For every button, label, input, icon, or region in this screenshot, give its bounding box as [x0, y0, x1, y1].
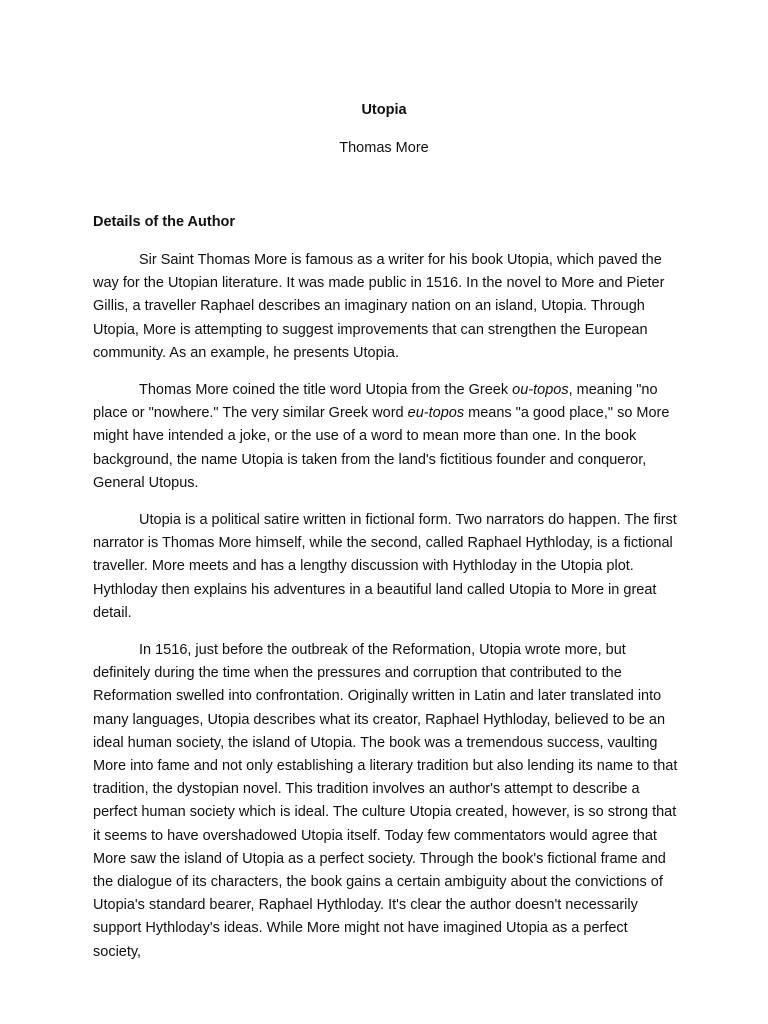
paragraph-2	[93, 379, 678, 495]
section-heading: Details of the Author	[93, 214, 236, 230]
paragraph-4: In 1516, just before the outbreak of the Reformation, Utopia wrote more, but definitely during the time when the pressures and corruption that contributed to the Reformation swelled into confrontation. Originally written in Latin and later translated into many languages, Utopia describes what its creator, Raphael Hythloday, believed to be an ideal human society, the island of Utopia. The book was a tremendous success, vaulting More into fame and not only establishing a literary tradition but also lending its name to that tradition, the dystopian novel. This tradition involves an author's attempt to describe a perfect human society which is ideal. The culture Utopia created, however, is so strong that it seems to have overshadowed Utopia itself. Today few commentators would agree that More saw the island of Utopia as a perfect society. Through the book's fictional frame and the dialogue of its characters, the book gains a certain ambiguity about the convictions of Utopia's standard bearer, Raphael Hythloday. It's clear the author doesn't necessarily support Hythloday's ideas. While More might not have imagined Utopia as a perfect society,	[93, 642, 678, 960]
body-text	[93, 249, 678, 978]
paragraph-2-italic-b: eu-topos	[407, 405, 465, 422]
paragraph-1: Sir Saint Thomas More is famous as a writer for his book Utopia, which paved the way for the Utopian literature. It was made public in 1516. In the novel to More and Pieter Gillis, a traveller Raphael describes an imaginary nation on an island, Utopia. Through Utopia, More is attempting to suggest improvements that can strengthen the European community. As an example, he presents Utopia.	[93, 252, 665, 361]
paragraph-2-italic-a: ou-topos	[512, 382, 569, 399]
document-author: Thomas More	[339, 140, 429, 156]
paragraph-2-text-b: , meaning "no place or "nowhere." The very similar Greek word	[93, 382, 658, 422]
paragraph-3: Utopia is a political satire written in fictional form. Two narrators do happen. The first narrator is Thomas More himself, while the second, called Raphael Hythloday, is a fictional traveller. More meets and has a lengthy discussion with Hythloday in the Utopia plot. Hythloday then explains his adventures in a beautiful land called Utopia to More in great detail.	[93, 512, 677, 621]
document-title: Utopia	[361, 102, 407, 118]
paragraph-2-text-c: means "a good place," so More might have intended a joke, or the use of a word to mean more than one. In the book background, the name Utopia is taken from the land's fictitious founder and conqueror, General Utopus.	[93, 405, 670, 491]
paragraph-2-text-a: Thomas More coined the title word Utopia from the Greek	[139, 382, 513, 399]
